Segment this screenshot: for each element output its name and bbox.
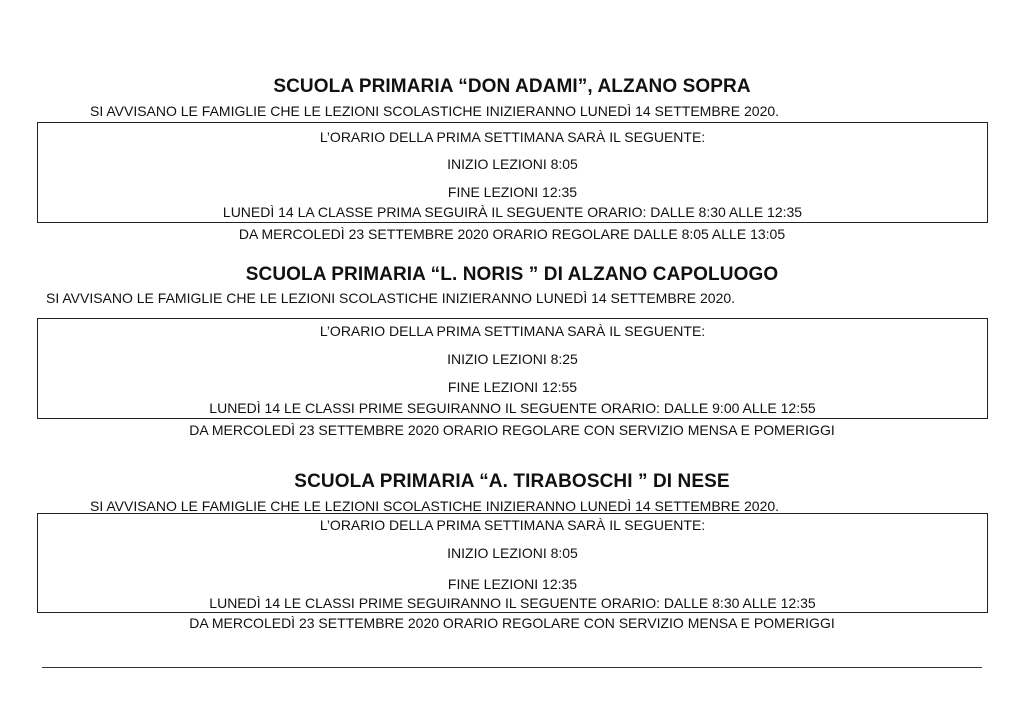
school-title: SCUOLA PRIMARIA “A. TIRABOSCHI ” DI NESE — [294, 471, 730, 492]
end-time: FINE LEZIONI 12:35 — [447, 184, 578, 200]
regular-schedule-note: DA MERCOLEDÌ 23 SETTEMBRE 2020 ORARIO REGOLARE CON SERVIZIO MENSA E POMERIGGI — [189, 422, 835, 438]
first-class-schedule: LUNEDÌ 14 LE CLASSI PRIME SEGUIRANNO IL SEGUENTE ORARIO: DALLE 9:00 ALLE 12:55 — [209, 400, 816, 416]
first-class-schedule: LUNEDÌ 14 LA CLASSE PRIMA SEGUIRÀ IL SEGUENTE ORARIO: DALLE 8:30 ALLE 12:35 — [222, 204, 803, 220]
first-week-schedule-box — [37, 122, 988, 223]
schedule-header: L’ORARIO DELLA PRIMA SETTIMANA SARÀ IL SEGUENTE: — [319, 323, 706, 339]
school-title: SCUOLA PRIMARIA “DON ADAMI”, ALZANO SOPRA — [273, 76, 751, 97]
end-time: FINE LEZIONI 12:55 — [447, 379, 578, 395]
schedule-header: L’ORARIO DELLA PRIMA SETTIMANA SARÀ IL SEGUENTE: — [319, 517, 706, 533]
start-time: INIZIO LEZIONI 8:25 — [447, 351, 578, 367]
first-week-schedule-box — [37, 513, 988, 613]
first-class-schedule: LUNEDÌ 14 LE CLASSI PRIME SEGUIRANNO IL SEGUENTE ORARIO: DALLE 8:30 ALLE 12:35 — [209, 595, 816, 611]
school-title: SCUOLA PRIMARIA “L. NORIS ” DI ALZANO CAPOLUOGO — [245, 264, 779, 285]
first-week-schedule-box — [37, 318, 988, 419]
start-date-notice: SI AVVISANO LE FAMIGLIE CHE LE LEZIONI SCOLASTICHE INIZIERANNO LUNEDÌ 14 SETTEMBRE 2020. — [90, 498, 780, 514]
end-time: FINE LEZIONI 12:35 — [447, 576, 578, 592]
start-date-notice: SI AVVISANO LE FAMIGLIE CHE LE LEZIONI SCOLASTICHE INIZIERANNO LUNEDÌ 14 SETTEMBRE 2020. — [90, 103, 780, 119]
footer-divider — [42, 667, 982, 668]
start-time: INIZIO LEZIONI 8:05 — [447, 545, 578, 561]
start-time: INIZIO LEZIONI 8:05 — [447, 156, 578, 172]
start-date-notice: SI AVVISANO LE FAMIGLIE CHE LE LEZIONI SCOLASTICHE INIZIERANNO LUNEDÌ 14 SETTEMBRE 2020. — [46, 290, 736, 306]
regular-schedule-note: DA MERCOLEDÌ 23 SETTEMBRE 2020 ORARIO REGOLARE CON SERVIZIO MENSA E POMERIGGI — [189, 615, 835, 631]
regular-schedule-note: DA MERCOLEDÌ 23 SETTEMBRE 2020 ORARIO REGOLARE DALLE 8:05 ALLE 13:05 — [238, 226, 786, 242]
schedule-header: L’ORARIO DELLA PRIMA SETTIMANA SARÀ IL SEGUENTE: — [319, 129, 706, 145]
